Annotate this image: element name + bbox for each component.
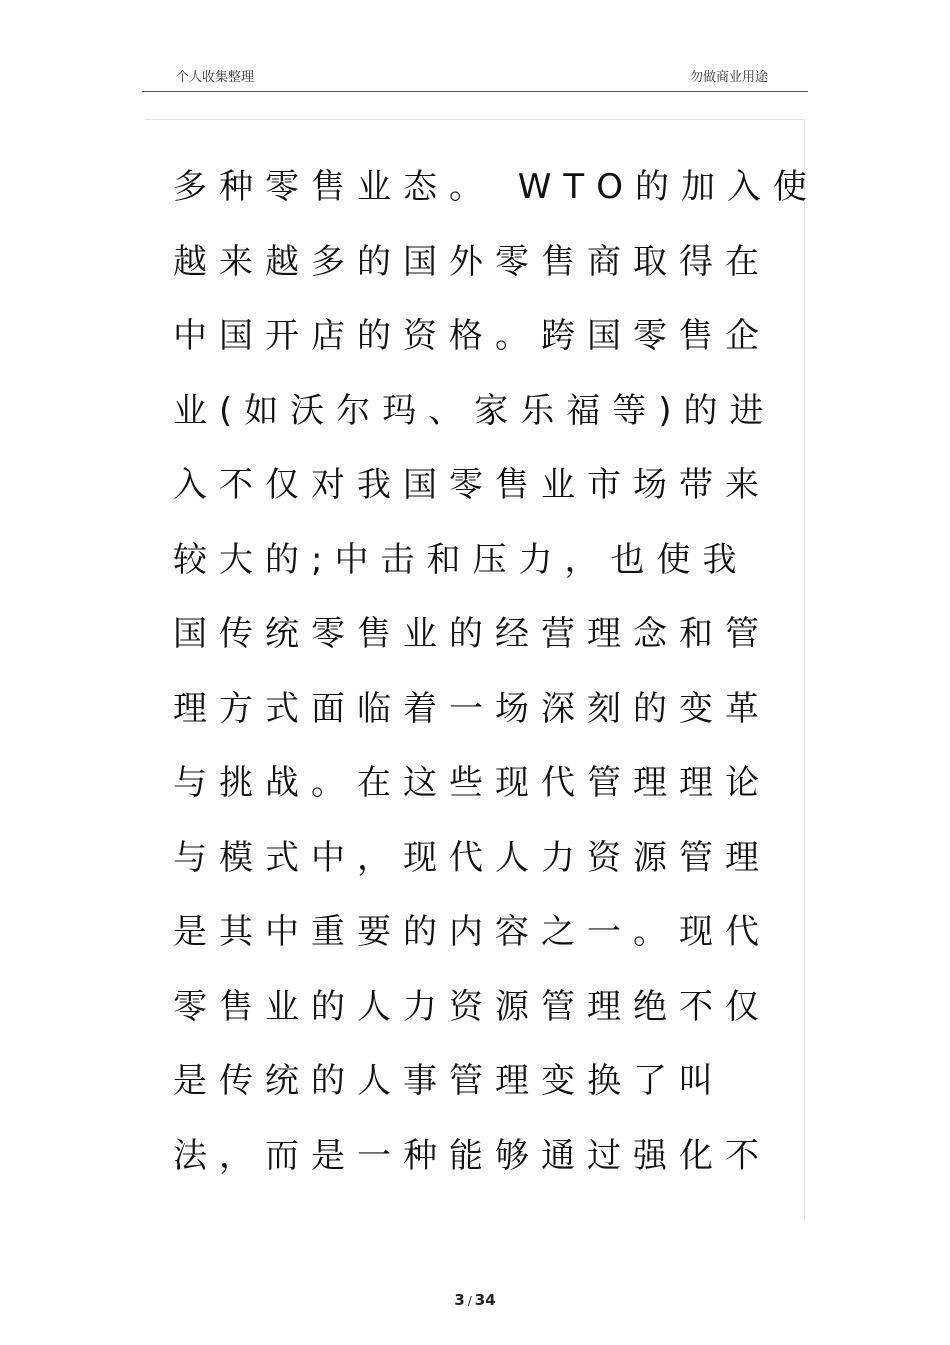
body-line: 零售业的人力资源管理绝不仅: [173, 986, 771, 1027]
body-line: 中国开店的资格。跨国零售企: [173, 316, 771, 356]
page-total: 34: [474, 1291, 496, 1309]
body-line: 多种零售业态。 WTO的加入使: [173, 167, 819, 207]
body-text: [173, 150, 819, 1193]
header-left-text: 个人收集整理: [176, 70, 255, 85]
body-line: 入不仅对我国零售业市场带来: [173, 465, 771, 505]
body-line: 较大的;中击和压力，也使我: [173, 539, 749, 580]
body-line: 是其中重要的内容之一。现代: [173, 912, 771, 952]
content-frame-right: [804, 119, 805, 1219]
body-line: 业(如沃尔玛、家乐福等)的进: [173, 390, 776, 431]
page-current: 3: [454, 1291, 465, 1309]
header-right-text: 勿做商业用途: [690, 70, 769, 85]
body-line: 与模式中，现代人力资源管理: [173, 837, 771, 878]
header-divider: [142, 91, 808, 92]
body-line: 理方式面临着一场深刻的变革: [173, 688, 771, 729]
body-line: 是传统的人事管理变换了叫: [173, 1061, 725, 1101]
body-line: 与挑战。在这些现代管理理论: [173, 763, 771, 803]
body-line: 国传统零售业的经营理念和管: [173, 614, 771, 654]
body-line: 越来越多的国外零售商取得在: [173, 241, 771, 282]
page-number: [0, 1291, 950, 1309]
page-separator: /: [467, 1294, 472, 1308]
body-line: 法，而是一种能够通过强化不: [173, 1135, 771, 1176]
content-frame-top: [145, 119, 805, 120]
